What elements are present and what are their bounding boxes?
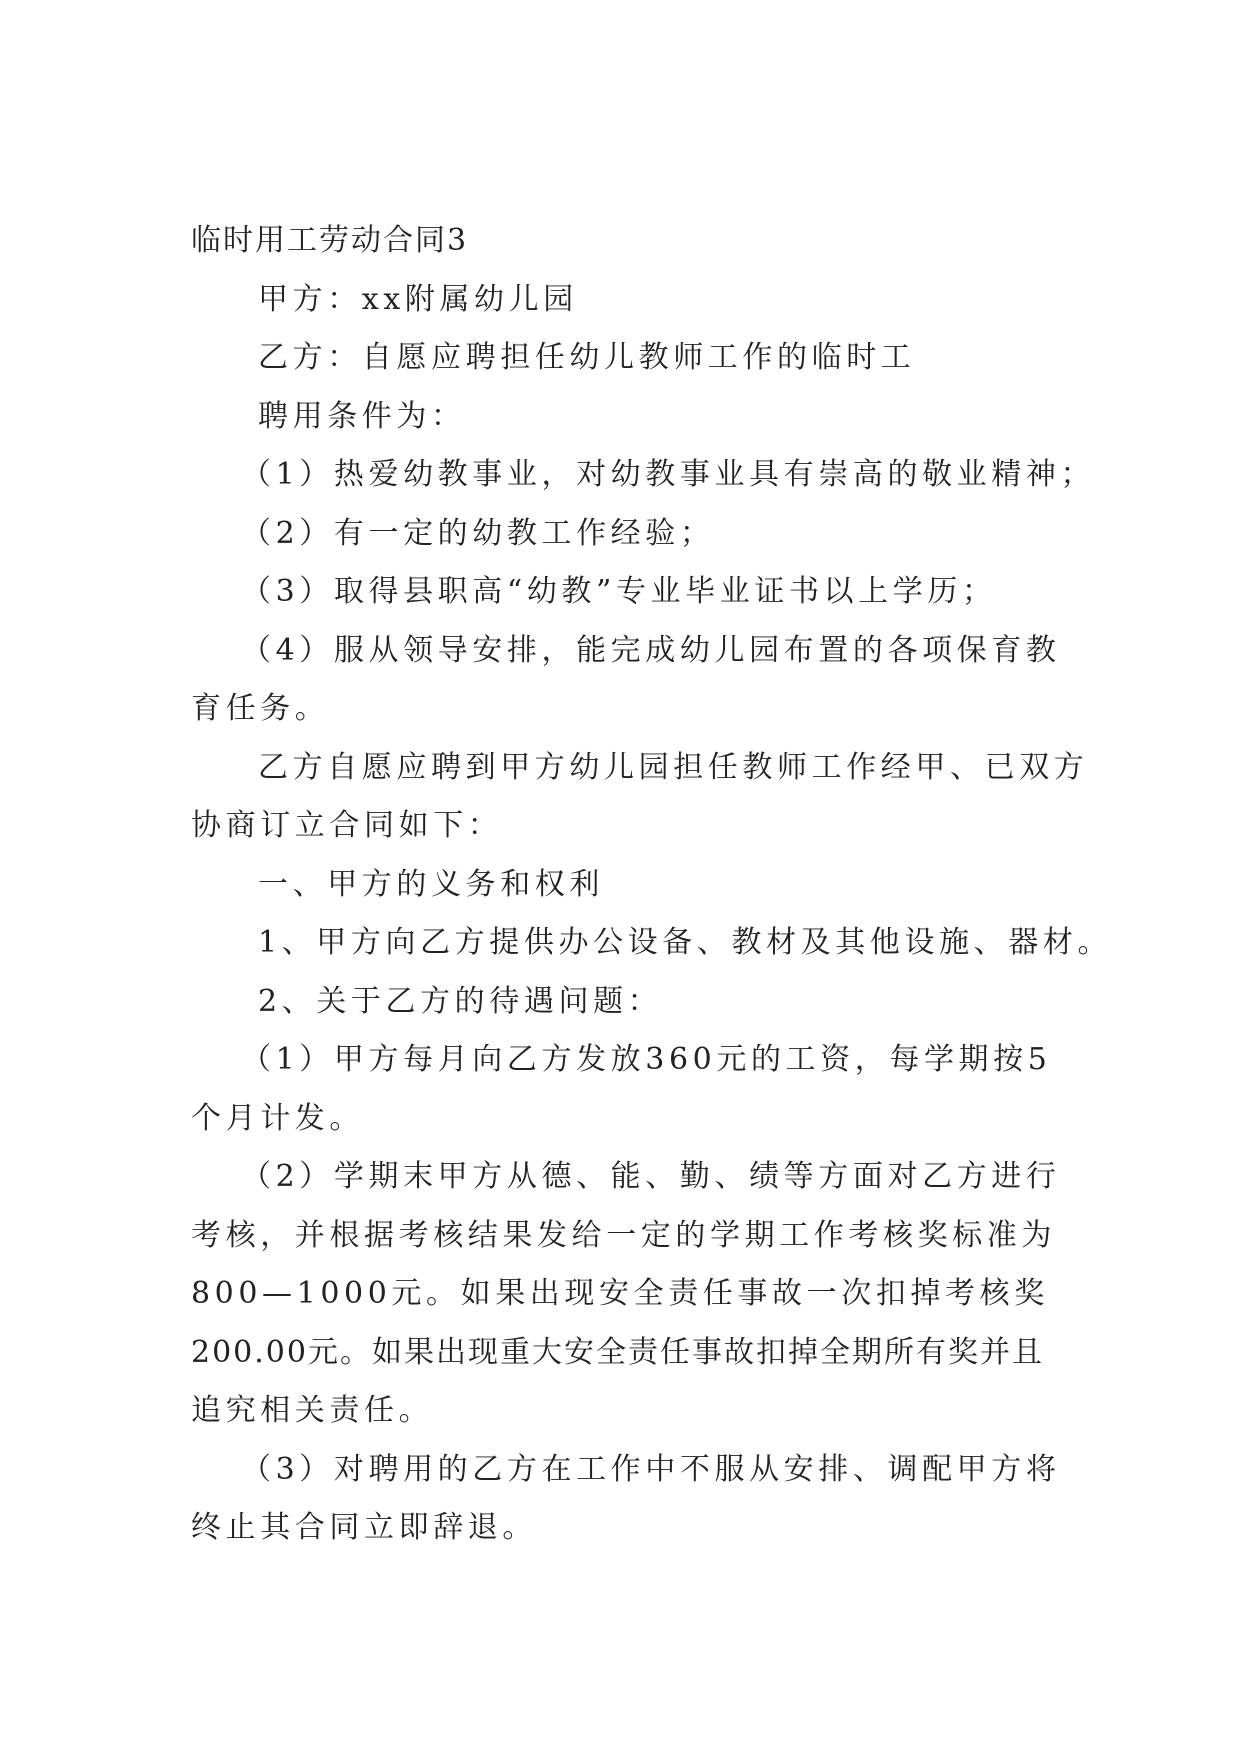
clause-2-item-1: （1）甲方每月向乙方发放360元的工资，每学期按5 — [241, 1042, 1052, 1077]
document-body — [191, 212, 1113, 1558]
condition-4-continued: 育任务。 — [191, 691, 330, 726]
hiring-conditions-heading: 聘用条件为： — [258, 398, 466, 434]
condition-2: （2）有一定的幼教工作经验； — [241, 515, 715, 551]
clause-2-item-3-continued: 终止其合同立即辞退。 — [191, 1510, 537, 1545]
agreement-intro: 乙方自愿应聘到甲方幼儿园担任教师工作经甲、已双方 — [258, 749, 1089, 785]
clause-2-item-2: （2）学期末甲方从德、能、勤、绩等方面对乙方进行 — [241, 1159, 1061, 1194]
agreement-intro-continued: 协商订立合同如下： — [191, 808, 503, 843]
clause-2-item-2-line-3: 800—1000元。如果出现安全责任事故一次扣掉考核奖 — [191, 1276, 1049, 1311]
section-1-heading: 一、甲方的义务和权利 — [258, 866, 604, 902]
clause-2-heading: 2、关于乙方的待遇问题： — [258, 983, 663, 1019]
party-b-line: 乙方：自愿应聘担任幼儿教师工作的临时工 — [258, 340, 916, 375]
clause-2-item-1-continued: 个月计发。 — [191, 1100, 364, 1136]
condition-1: （1）热爱幼教事业，对幼教事业具有崇高的敬业精神； — [241, 457, 1096, 492]
clause-2-item-2-line-5: 追究相关责任。 — [191, 1393, 434, 1428]
condition-4: （4）服从领导安排，能完成幼儿园布置的各项保育教 — [241, 632, 1061, 668]
clause-2-item-2-line-2: 考核，并根据考核结果发给一定的学期工作考核奖标准为 — [191, 1217, 1056, 1253]
document-title: 临时用工劳动合同3 — [191, 223, 469, 258]
party-a-line: 甲方：xx附属幼儿园 — [258, 281, 578, 317]
condition-3: （3）取得县职高“幼教”专业毕业证书以上学历； — [241, 574, 997, 609]
clause-2-item-2-line-4: 200.00元。如果出现重大安全责任事故扣掉全期所有奖并且 — [191, 1334, 1044, 1370]
clause-2-item-3: （3）对聘用的乙方在工作中不服从安排、调配甲方将 — [241, 1451, 1061, 1487]
clause-1: 1、甲方向乙方提供办公设备、教材及其他设施、器材。 — [258, 925, 1113, 960]
